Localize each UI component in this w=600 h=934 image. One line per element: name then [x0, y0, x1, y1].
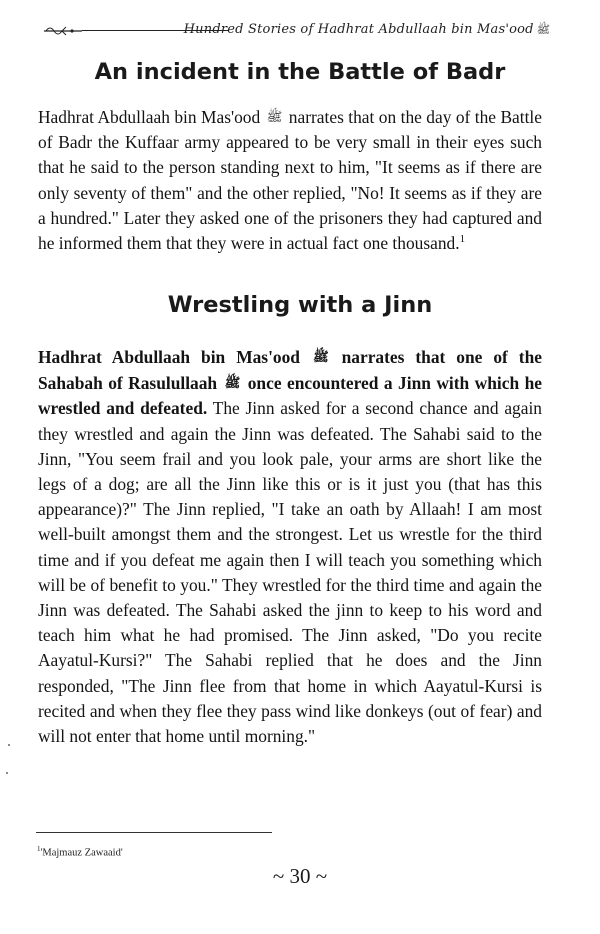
footnote-divider: [36, 832, 272, 833]
bold-run: Hadhrat Abdullaah bin Mas'ood: [38, 347, 300, 367]
paragraph-battle-of-badr: [38, 104, 542, 256]
paragraph-wrestling-jinn: [38, 344, 542, 749]
scan-speck: [6, 772, 8, 774]
bold-run: once encountered a Jinn with which he wrestled and defeated.: [38, 373, 542, 419]
scan-speck: [8, 744, 10, 746]
footnote-reference[interactable]: 1: [459, 233, 466, 246]
section-title-wrestling-jinn: Wrestling with a Jinn: [167, 292, 433, 318]
footnote: [37, 845, 123, 859]
bold-run: narrates that one of the Sahabah of Rasulullaah: [38, 347, 542, 394]
header-ornament-icon: [42, 24, 202, 38]
running-header-text: Hundred Stories of Hadhrat Abdullaah bin Mas'ood ﷺ: [183, 22, 550, 37]
text-run: The Jinn asked for a second chance and again they wrestled and again the Jinn was defeated. The Sahabi said to the Jinn, "You seem frail and you look pale, your arms are short like the legs of a dog; are all the Jinn like this or is it just you (that has this appearance)?" The Jinn replied, "I take an oath by Allaah! I am most well-built amongst them and the strongest. Let us wrestle for the third time and if you defeat me again then I will teach you something which will be of benefit to you." They wrestled for the third time and again the Jinn was defeated. The Sahabi asked the jinn to keep to his word and teach him what he had promised. The Jinn asked, "Do you recite Aayatul-Kursi?" The Sahabi replied that he does and the Jinn responded, "The Jinn flee from that home in which Aayatul-Kursi is recited and when they flee they pass wind like donkeys (out of fear) and will not enter that home until morning.": [38, 398, 542, 747]
honorific-icon: ﷺ: [266, 109, 283, 124]
honorific-icon: ﷺ: [224, 375, 241, 391]
running-header: [42, 18, 550, 48]
honorific-icon: ﷺ: [312, 349, 329, 364]
page-number: ~ 30 ~: [272, 864, 328, 888]
footnote-text: 'Majmauz Zawaaid': [40, 847, 123, 859]
text-run: Hadhrat Abdullaah bin Mas'ood: [38, 107, 261, 127]
header-honorific-icon: ﷺ: [536, 23, 550, 36]
footnote-marker: 1: [37, 845, 41, 853]
text-run: narrates that on the day of the Battle of Badr the Kuffaar army appeared to be very small in their eyes such that he said to the person standing next to him, "It seems as if there are only seventy of them" and the other replied, "No! It seems as if they are a hundred." Later they asked one of the prisoners they had captured and he informed them that they were in actual fact one thousand.: [38, 107, 542, 254]
section-title-battle-of-badr: An incident in the Battle of Badr: [94, 59, 506, 85]
